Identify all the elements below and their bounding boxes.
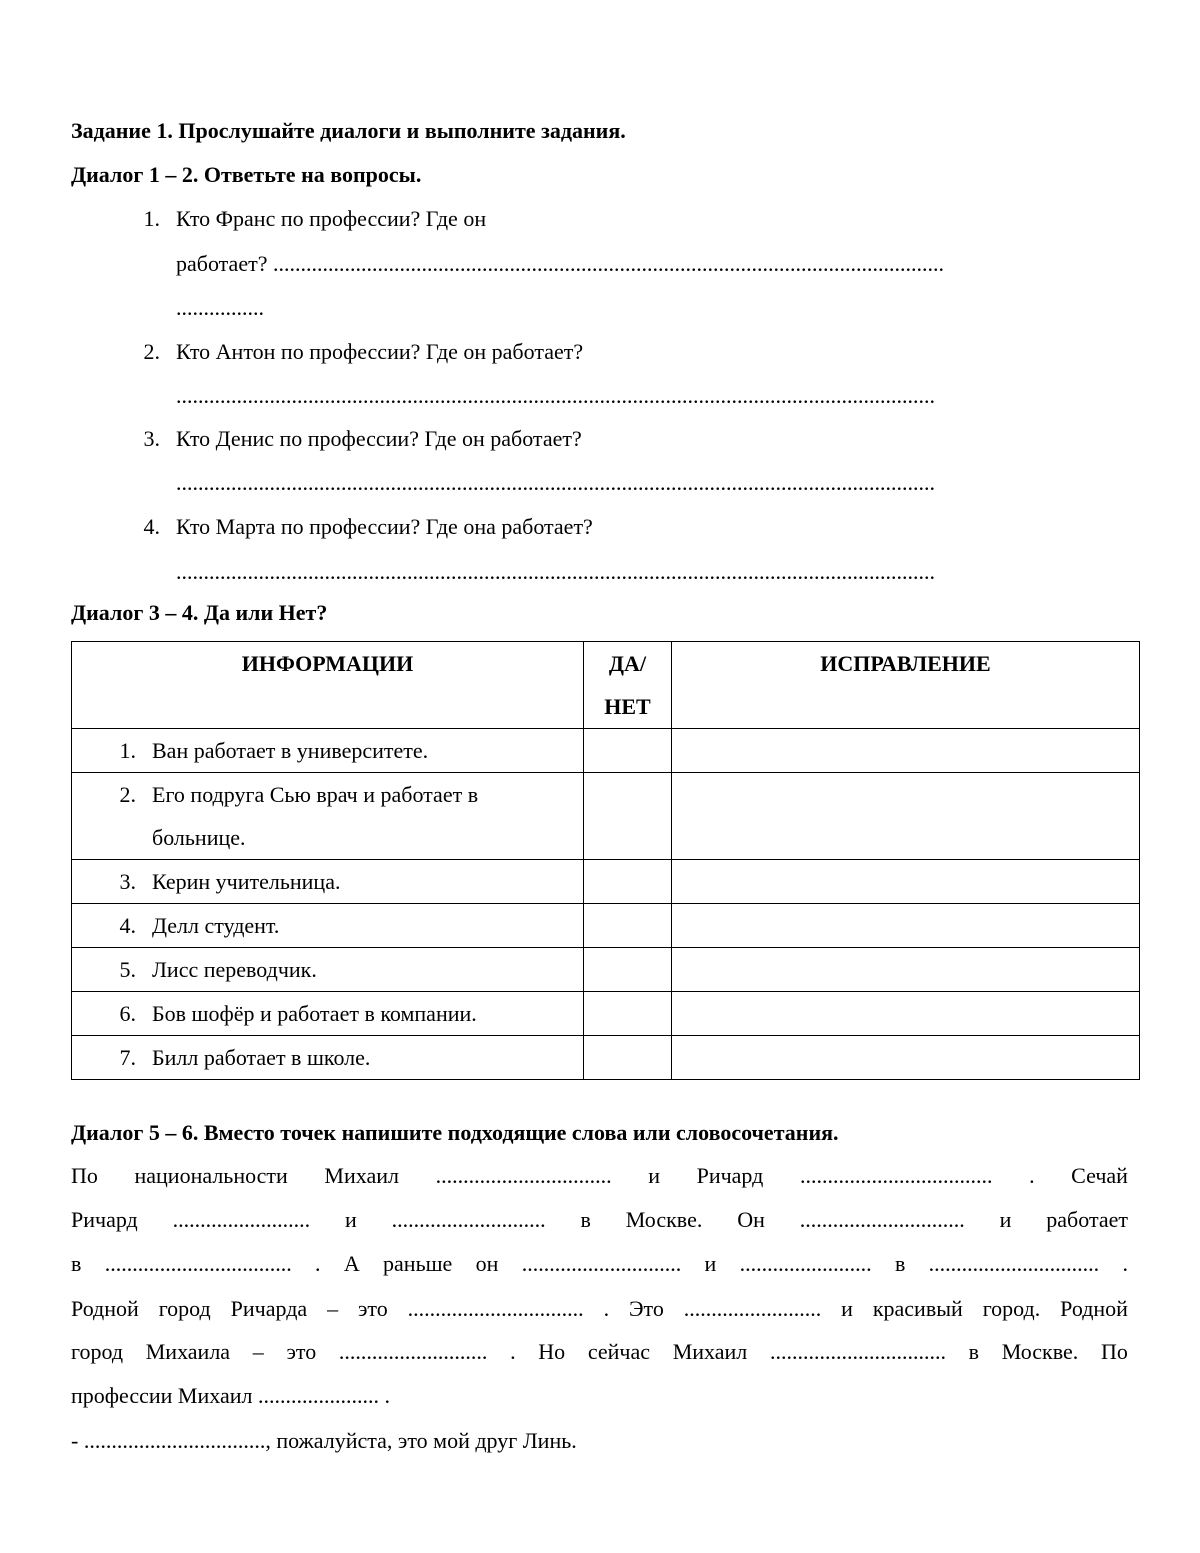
- word: .........................: [683, 1296, 822, 1321]
- word: .: [1122, 1251, 1128, 1276]
- row-number: 3.: [119, 869, 136, 894]
- true-false-table: [71, 641, 1140, 1080]
- word: Михаил: [672, 1339, 748, 1364]
- word: ........................: [739, 1251, 872, 1276]
- paragraph-line[interactable]: [71, 1294, 1128, 1324]
- table-header-row: [72, 642, 1140, 729]
- table-row: [72, 904, 1140, 948]
- row-text: Ван работает в университете.: [152, 738, 429, 763]
- word: красивый: [872, 1296, 963, 1321]
- task-heading: Задание 1. Прослушайте диалоги и выполните задания.: [71, 118, 626, 143]
- word: По: [1100, 1339, 1128, 1364]
- word: он: [475, 1251, 499, 1276]
- table-row: [72, 1036, 1140, 1080]
- paragraph-line[interactable]: [71, 1249, 1128, 1279]
- row-number: 1.: [119, 738, 136, 763]
- word: .: [315, 1251, 321, 1276]
- word: это: [286, 1339, 317, 1364]
- word: раньше: [383, 1251, 453, 1276]
- word: Москве.: [1001, 1339, 1079, 1364]
- word: город: [158, 1296, 211, 1321]
- row-number: 2.: [119, 782, 136, 807]
- row-number: 5.: [119, 957, 136, 982]
- paragraph-line[interactable]: [71, 1161, 1128, 1191]
- question-text: Кто Антон по профессии? Где он работает?: [176, 339, 584, 364]
- table-row: [72, 729, 1140, 773]
- question-text: Кто Марта по профессии? Где она работает?: [176, 514, 593, 539]
- word: город: [71, 1339, 124, 1364]
- yes-no-cell[interactable]: [584, 948, 672, 992]
- word: –: [327, 1296, 339, 1321]
- paragraph-line[interactable]: [71, 1205, 1128, 1235]
- row-text: Делл студент.: [152, 913, 280, 938]
- row-text: Бов шофёр и работает в компании.: [152, 1001, 477, 1026]
- correction-cell[interactable]: [672, 860, 1140, 904]
- word: Это: [628, 1296, 664, 1321]
- word: Он: [737, 1207, 765, 1232]
- word: .........................: [172, 1207, 311, 1232]
- yes-no-cell[interactable]: [584, 992, 672, 1036]
- correction-cell[interactable]: [672, 1036, 1140, 1080]
- info-cell: [72, 773, 584, 860]
- word: и: [999, 1207, 1012, 1232]
- word: национальности: [134, 1163, 288, 1188]
- row-number: 7.: [119, 1045, 136, 1070]
- dialog-5-6-heading: Диалог 5 – 6. Вместо точек напишите подходящие слова или словосочетания.: [71, 1120, 839, 1145]
- yes-no-cell[interactable]: [584, 860, 672, 904]
- column-header-correction: ИСПРАВЛЕНИЕ: [672, 642, 1140, 729]
- info-cell: [72, 860, 584, 904]
- dialog-1-2-heading: Диалог 1 – 2. Ответьте на вопросы.: [71, 162, 422, 187]
- word: ............................: [391, 1207, 546, 1232]
- row-number: 4.: [119, 913, 136, 938]
- correction-cell[interactable]: [672, 948, 1140, 992]
- word: .: [603, 1296, 610, 1321]
- answer-line[interactable]: работает? ..........................................................................................................................: [176, 251, 944, 276]
- table-row: [72, 773, 1140, 860]
- word: в: [580, 1207, 591, 1232]
- correction-cell[interactable]: [672, 904, 1140, 948]
- answer-line[interactable]: ..........................................................................................................................................: [176, 470, 935, 495]
- word: это: [357, 1296, 388, 1321]
- word: ................................: [769, 1339, 946, 1364]
- yes-no-cell[interactable]: [584, 1036, 672, 1080]
- table-row: [72, 860, 1140, 904]
- paragraph-line[interactable]: профессии Михаил ...................... .: [71, 1383, 390, 1408]
- question-text: Кто Франс по профессии? Где он: [176, 206, 487, 231]
- word: А: [343, 1251, 360, 1276]
- question-number: 4.: [143, 514, 160, 539]
- dialog-3-4-heading: Диалог 3 – 4. Да или Нет?: [71, 600, 328, 625]
- word: и: [704, 1251, 717, 1276]
- word: Родной: [71, 1296, 139, 1321]
- word: Михаила: [145, 1339, 231, 1364]
- word: в: [71, 1251, 82, 1276]
- word: ...................................: [799, 1163, 993, 1188]
- word: ..............................: [799, 1207, 965, 1232]
- word: Ричард: [696, 1163, 764, 1188]
- word: город.: [982, 1296, 1041, 1321]
- row-text: Лисс переводчик.: [152, 957, 317, 982]
- row-number: 6.: [119, 1001, 136, 1026]
- word: ...........................: [338, 1339, 488, 1364]
- paragraph-line[interactable]: [71, 1337, 1128, 1367]
- word: Родной: [1060, 1296, 1128, 1321]
- question-number: 1.: [143, 206, 160, 231]
- word: в: [968, 1339, 980, 1364]
- yes-no-cell[interactable]: [584, 773, 672, 860]
- row-text: Его подруга Сью врач и работает в больнице.: [152, 782, 479, 850]
- word: Ричард: [71, 1207, 138, 1232]
- question-number: 3.: [143, 426, 160, 451]
- table-row: [72, 948, 1140, 992]
- yes-no-label: ДА/ НЕТ: [604, 651, 651, 719]
- column-header-yes-no: [584, 642, 672, 729]
- question-text: Кто Денис по профессии? Где он работает?: [176, 426, 582, 451]
- last-line[interactable]: - ................................., пожалуйста, это мой друг Линь.: [71, 1428, 577, 1453]
- column-header-info: ИНФОРМАЦИИ: [72, 642, 584, 729]
- word: и: [841, 1296, 853, 1321]
- correction-cell[interactable]: [672, 729, 1140, 773]
- answer-line[interactable]: ..........................................................................................................................................: [176, 383, 935, 408]
- word: Михаил: [324, 1163, 399, 1188]
- word: в: [894, 1251, 906, 1276]
- info-cell: [72, 1036, 584, 1080]
- word: ..................................: [104, 1251, 292, 1276]
- word: .: [510, 1339, 516, 1364]
- word: Москве.: [625, 1207, 703, 1232]
- word: .: [1029, 1163, 1035, 1188]
- word: ................................: [407, 1296, 584, 1321]
- row-text: Керин учительница.: [152, 869, 341, 894]
- info-cell: [72, 992, 584, 1036]
- word: Ричарда: [230, 1296, 308, 1321]
- word: Но: [538, 1339, 566, 1364]
- correction-cell[interactable]: [672, 992, 1140, 1036]
- word: ................................: [435, 1163, 612, 1188]
- answer-line[interactable]: ................: [176, 295, 264, 320]
- correction-cell[interactable]: [672, 773, 1140, 860]
- question-number: 2.: [143, 339, 160, 364]
- row-text: Билл работает в школе.: [152, 1045, 371, 1070]
- word: работает: [1046, 1207, 1128, 1232]
- word: сейчас: [587, 1339, 651, 1364]
- word: Сечай: [1071, 1163, 1128, 1188]
- table-row: [72, 992, 1140, 1036]
- word: .............................: [521, 1251, 682, 1276]
- yes-no-cell[interactable]: [584, 904, 672, 948]
- answer-line[interactable]: ..........................................................................................................................................: [176, 559, 935, 584]
- info-cell: [72, 729, 584, 773]
- word: и: [648, 1163, 660, 1188]
- word: ...............................: [928, 1251, 1100, 1276]
- word: –: [252, 1339, 264, 1364]
- word: и: [345, 1207, 357, 1232]
- info-cell: [72, 904, 584, 948]
- yes-no-cell[interactable]: [584, 729, 672, 773]
- word: По: [71, 1163, 98, 1188]
- info-cell: [72, 948, 584, 992]
